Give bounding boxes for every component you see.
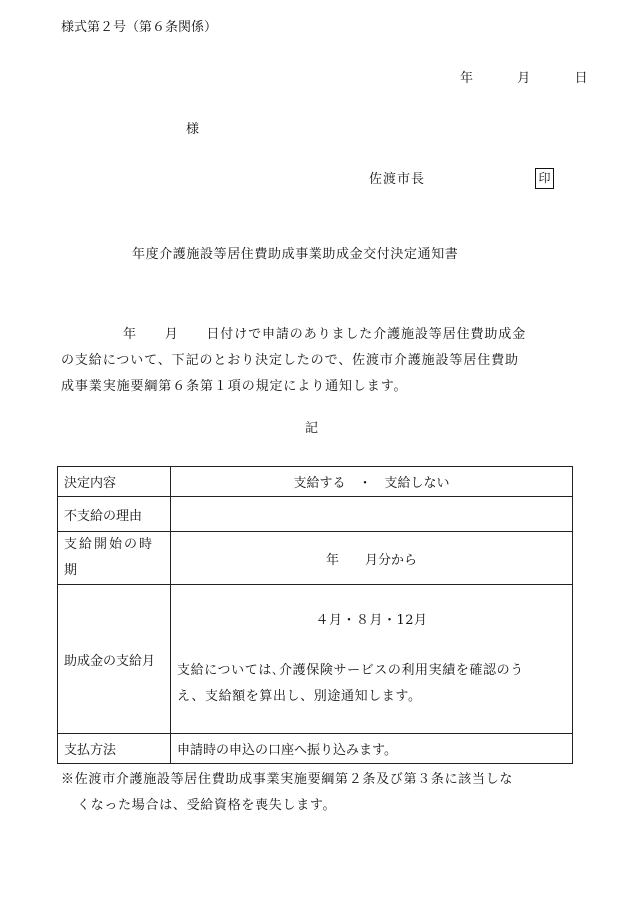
payment-note-line-2: え、支給額を算出し、別途通知します。 (177, 688, 422, 704)
date-year: 年 (460, 71, 474, 86)
decision-value: 支給する ・ 支給しない (171, 467, 573, 497)
sender-name: 佐渡市長 (369, 172, 426, 187)
payment-method-value: 申請時の申込の口座へ振り込みます。 (171, 734, 573, 764)
date-day: 日 (574, 71, 588, 86)
date-line (460, 72, 588, 85)
details-table (57, 466, 573, 764)
form-number-label: 様式第２号（第６条関係） (61, 20, 218, 35)
table-row (58, 585, 573, 734)
footnote-line-2: くなった場合は、受給資格を喪失します。 (77, 798, 337, 813)
payment-months: ４月・８月・12月 (315, 612, 428, 628)
non-payment-reason-value (171, 497, 573, 532)
body-line-2: の支給について、下記のとおり決定したので、佐渡市介護施設等居住費助 (61, 353, 519, 368)
body-line-1: 年 月 日付けで申請のありました介護施設等居住費助成金 (123, 327, 527, 342)
start-period-value: 年 月分から (171, 532, 573, 585)
start-period-label (58, 532, 171, 585)
footnote-line-1: ※佐渡市介護施設等居住費助成事業実施要綱第２条及び第３条に該当しな (61, 772, 514, 787)
date-month: 月 (517, 71, 531, 86)
payment-note-line-1: 支給については､介護保険サービスの利用実績を確認のう (177, 662, 524, 678)
body-paragraph (61, 322, 581, 400)
payment-month-value (171, 585, 573, 734)
seal-mark: 印 (535, 168, 554, 189)
payment-month-label: 助成金の支給月 (58, 585, 171, 734)
ki-heading: 記 (305, 421, 319, 436)
start-period-label-line-2: 期 (64, 563, 80, 578)
payment-method-label: 支払方法 (58, 734, 171, 764)
table-row (58, 497, 573, 532)
decision-label: 決定内容 (58, 467, 171, 497)
table-row (58, 467, 573, 497)
non-payment-reason-label: 不支給の理由 (58, 497, 171, 532)
table-row (58, 734, 573, 764)
document-title: 年度介護施設等居住費助成事業助成金交付決定通知書 (132, 247, 459, 262)
addressee-suffix: 様 (186, 122, 200, 137)
body-line-3: 成事業実施要綱第６条第１項の規定により通知します。 (61, 379, 408, 394)
table-row (58, 532, 573, 585)
footnote (61, 767, 581, 819)
start-period-label-line-1: 支給開始の時 (64, 537, 155, 552)
